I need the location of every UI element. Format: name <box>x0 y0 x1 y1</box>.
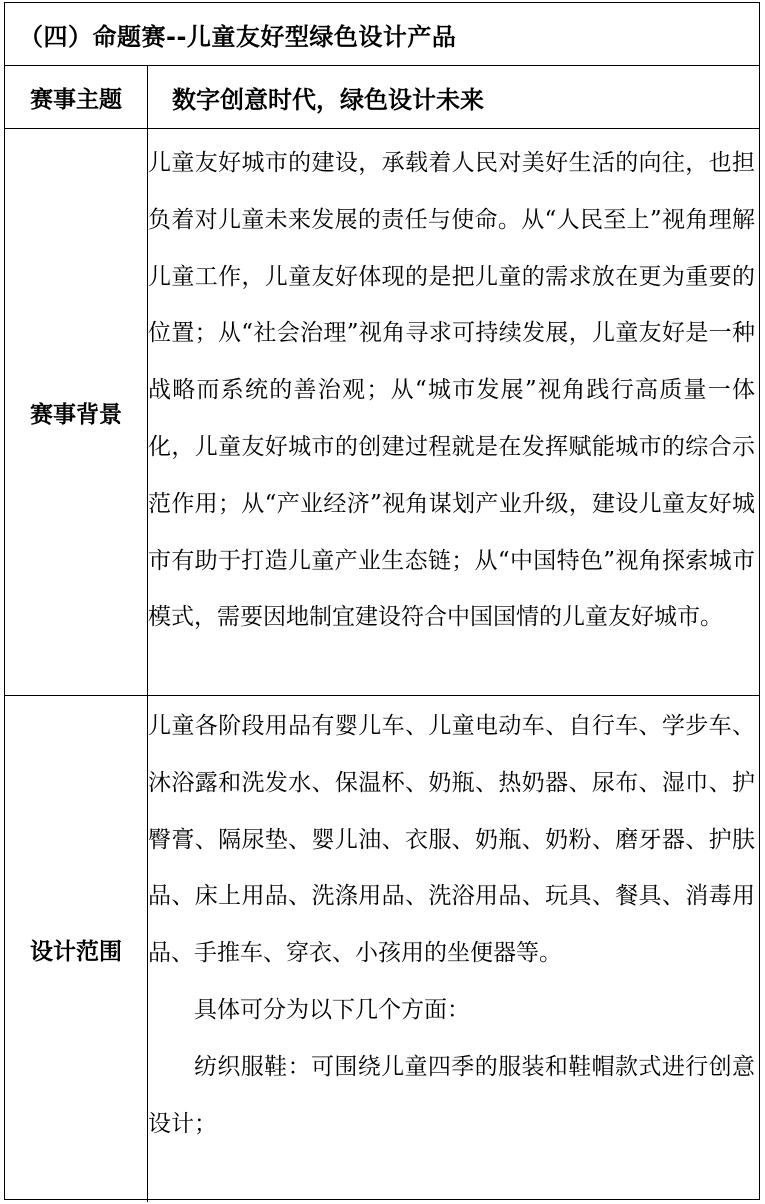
scope-paragraph-textiles: 纺织服鞋：可围绕儿童四季的服装和鞋帽款式进行创意设计； <box>148 1053 755 1137</box>
background-paragraph: 儿童友好城市的建设，承载着人民对美好生活的向往，也担负着对儿童未来发展的责任与使命。从“人民至上”视角理解儿童工作，儿童友好体现的是把儿童的需求放在更为重要的位置；从“社会治理”视角寻求可持续发展，儿童友好是一种战略而系统的善治观；从“城市发展”视角践行高质量一体化，儿童友好城市的创建过程就是在发挥赋能城市的综合示范作用；从“产业经济”视角谋划产业升级，建设儿童友好城市有助于打造儿童产业生态链；从“中国特色”视角探索城市模式，需要因地制宜建设符合中国国情的儿童友好城市。 <box>148 150 755 631</box>
document-table <box>4 2 760 1200</box>
theme-row <box>5 66 759 129</box>
scope-content <box>148 696 759 1202</box>
scope-paragraph-aspects: 具体可分为以下几个方面： <box>194 996 470 1023</box>
section-title: （四）命题赛--儿童友好型绿色设计产品 <box>5 3 759 66</box>
scope-paragraph-items: 儿童各阶段用品有婴儿车、儿童电动车、自行车、学步车、沐浴露和洗发水、保温杯、奶瓶、热奶器、尿布、湿巾、护臀膏、隔尿垫、婴儿油、衣服、奶瓶、奶粉、磨牙器、护肤品、床上用品、洗涤用品、洗浴用品、玩具、餐具、消毒用品、手推车、穿衣、小孩用的坐便器等。 <box>148 713 755 967</box>
theme-value: 数字创意时代，绿色设计未来 <box>172 85 484 114</box>
scope-row <box>5 696 759 1202</box>
scope-label: 设计范围 <box>5 696 148 1202</box>
theme-label: 赛事主题 <box>5 66 148 128</box>
background-label: 赛事背景 <box>5 129 148 695</box>
background-content <box>148 129 759 695</box>
background-row <box>5 129 759 696</box>
